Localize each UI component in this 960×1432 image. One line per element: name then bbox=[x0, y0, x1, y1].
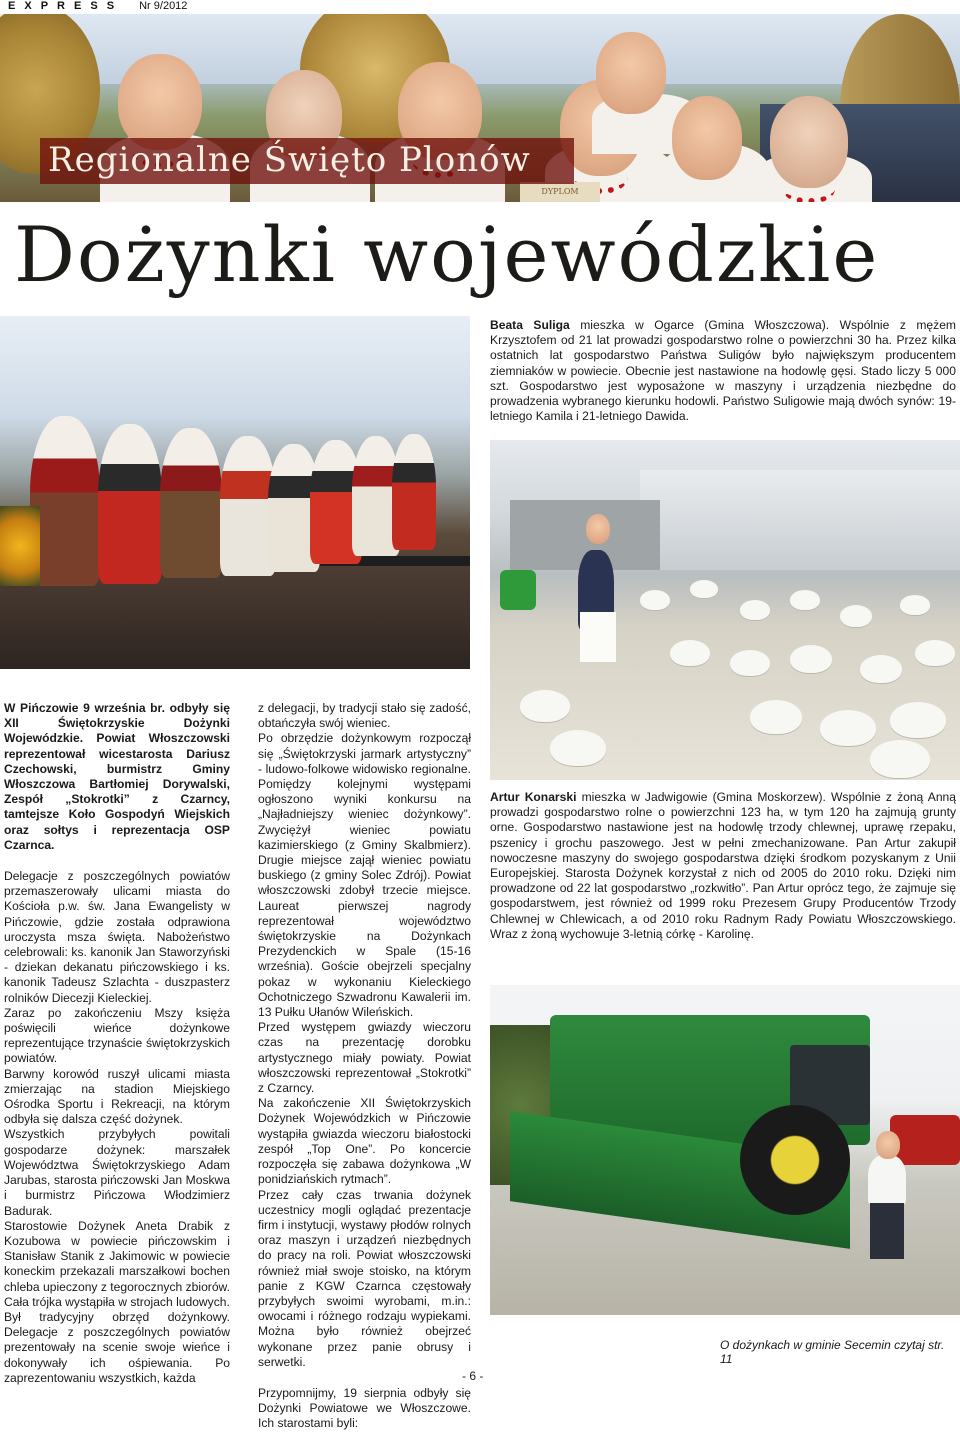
photo-combine-harvester bbox=[490, 985, 960, 1315]
photo-goose bbox=[870, 740, 930, 778]
photo-stage-dancers bbox=[0, 316, 470, 669]
article-paragraph: Był tradycyjny obrzęd dożynkowy. Delegacje z poszczególnych powiatów prezentowały na scenie swoje wieńce i dokonywały ich ośpiewania. Po zaprezentowaniu wszystkich, każda bbox=[4, 1309, 230, 1385]
photo-goose bbox=[790, 645, 832, 673]
article-paragraph: Przed występem gwiazdy wieczoru czas na prezentację dorobku artystycznego miały powiaty. Powiat włoszczowski reprezentował „Stokrotki” z Czarncy. bbox=[258, 1020, 471, 1096]
caption-text: mieszka w Ogarce (Gmina Włoszczowa). Wspólnie z mężem Krzysztofem od 21 lat prowadzi gospodarstwo rolne o powierzchni 30 ha. Przez kilka ostatnich lat gospodarstwo Państwa Suligów było największym producentem ziemniaków w powiecie. Obecnie jest nastawione na hodowlę gęsi. Stado liczy 5 000 szt. Gospodarstwo jest wyposażone w maszyny i urządzenia niezbędne do prowadzenia wybranego kierunku hodowli. Państwo Suligowie mają dwóch synów: 19-letniego Kamila i 21-letniego Dawida. bbox=[490, 318, 956, 424]
article-paragraph: Delegacje z poszczególnych powiatów przemaszerowały ulicami miasta do Kościoła p.w. św. Jana Ewangelisty w Pińczowie, gdzie została odprawiona uroczysta msza święta. Nabożeństwo celebrowali: ks. kanonik Jan Staworzyński - dziekan dekanatu pińczowskiego i ks. kanonik Tadeusz Szlachta - duszpasterz rolników Diecezji Kieleckiej. bbox=[4, 869, 230, 1005]
photo-face bbox=[876, 1131, 900, 1159]
article-column-1 bbox=[4, 701, 230, 1386]
article-paragraph: Zaraz po zakończeniu Mszy księża poświęcili wieńce dożynkowe reprezentujące trzynaście świętokrzyskich powiatów. bbox=[4, 1005, 230, 1066]
article-paragraph: Wszystkich przybyłych powitali gospodarze dożynek: marszałek Województwa Świętokrzyskiego Adam Jarubas, starosta pińczowski Jan Moskwa i burmistrz Pińczowa Włodzimierz Badurak. bbox=[4, 1127, 230, 1218]
article-column-2 bbox=[258, 701, 471, 1432]
article-paragraph: Na zakończenie XII Świętokrzyskich Dożynek Wojewódzkich w Pińczowie wystąpiła gwiazda wieczoru białostocki zespół „Top One”. Po koncercie rozpoczęła się zabawa dożynkowa „W ponidziańskich rytmach”. bbox=[258, 1096, 471, 1187]
photo-diploma: DYPLOM bbox=[520, 182, 600, 202]
page-number: - 6 - bbox=[462, 1369, 484, 1383]
article-paragraph: z delegacji, by tradycji stało się zadość, obtańczyła swój wieniec. bbox=[258, 701, 471, 731]
photo-man-trousers bbox=[870, 1203, 904, 1259]
caption-konarski bbox=[490, 790, 956, 942]
section-kicker: Regionalne Święto Plonów bbox=[48, 140, 531, 180]
photo-face bbox=[672, 96, 742, 180]
photo-dancer bbox=[160, 428, 222, 578]
photo-geese-farm bbox=[490, 440, 960, 780]
magazine-header bbox=[8, 0, 187, 14]
photo-goose bbox=[740, 600, 770, 620]
photo-goose bbox=[670, 640, 710, 666]
continuation-note: O dożynkach w gminie Secemin czytaj str. 11 bbox=[720, 1338, 945, 1366]
photo-goose bbox=[820, 710, 876, 746]
article-paragraph: Po obrzędzie dożynkowym rozpoczął się „Świętokrzyski jarmark artystyczny” - ludowo-folkowe widowisko regionalne. Pomiędzy kolejnymi występami ogłoszono wyniki konkursu na „Najładniejszy wieniec dożynkowy”. Zwyciężył wieniec powiatu kazimierskiego (z Gminy Skalbmierz). Drugie miejsce zajął wieniec powiatu buskiego (z gminy Solec Zdrój). Powiat włoszczowski zdobył trzecie miejsce. Laureat pierwszej nagrody reprezentował województwo świętokrzyskie na Dożynkach Prezydenckich w Spale (15-16 września). Goście obejrzeli specjalny pokaz w wykonaniu Kieleckiego Ochotniczego Szwadronu Kawalerii im. 13 Pułku Ułanów Wileńskich. bbox=[258, 731, 471, 1020]
caption-name: Beata Suliga bbox=[490, 318, 570, 332]
photo-goose bbox=[640, 590, 670, 610]
article-paragraph: Przez cały czas trwania dożynek uczestnicy mogli oglądać prezentacje firm i instytucji, wystawy płodów rolnych oraz maszyn i urządzeń niezbędnych do pracy na roli. Powiat włoszczowski również miał swoje stoisko, na którym panie z KGW Czarnca częstowały przybyłych swoimi wyrobami, m.in.: owocami i różnego rodzaju wypiekami. Można było również obejrzeć wykonane przez panie obrusy i serwetki. bbox=[258, 1187, 471, 1369]
photo-combine-wheel bbox=[740, 1105, 850, 1215]
photo-man-shirt bbox=[868, 1155, 906, 1205]
photo-goose bbox=[790, 590, 820, 610]
caption-text: mieszka w Jadwigowie (Gmina Moskorzew). Wspólnie z żoną Anną prowadzi gospodarstwo rolne o powierzchni 123 ha, w tym 120 ha zajmują grunty orne. Gospodarstwo nastawione jest na hodowlę trzody chlewnej, uprawę rzepaku, pszenicy i grochu paszowego. Jest w pełni zmechanizowane. Pan Artur zakupił nowoczesne maszyny do swojego gospodarstwa dzięki środkom pozyskanym z Unii Europejskiej. Starosta Dożynek korzystał z nich od 2005 do 2010 roku. Dzięki nim prowadzone od 22 lat gospodarstwo „rozkwitło”. Pan Artur oprócz tego, że zajmuje się gospodarstwem, jest również od 1999 roku Prezesem Grupy Producentów Trzody Chlewnej w Chlewicach, a od 2010 roku Radnym Rady Powiatu Włoszczowskiego. Wraz z żoną wychowuje 3-letnią córkę - Karolinę. bbox=[490, 790, 956, 941]
photo-goose bbox=[520, 690, 570, 722]
photo-goose bbox=[840, 605, 872, 627]
photo-goose bbox=[690, 580, 718, 598]
photo-dancer bbox=[392, 434, 436, 550]
article-lead: W Pińczowie 9 września br. odbyły się XII Świętokrzyskie Dożynki Wojewódzkie. Powiat Włoszczowski reprezentował wicestarosta Dariusz Czechowski, burmistrz Gminy Włoszczowa Bartłomiej Dorywalski, Zespół „Stokrotki” z Czarncy, tamtejsze Koło Gospodyń Wiejskich oraz sołtys i reprezentacja OSP Czarnca. bbox=[4, 701, 230, 852]
photo-goose bbox=[900, 595, 930, 615]
photo-goose bbox=[750, 700, 802, 734]
photo-goose bbox=[550, 730, 606, 766]
photo-goose bbox=[915, 640, 955, 666]
photo-goose bbox=[890, 702, 946, 738]
photo-dancer bbox=[98, 424, 162, 584]
photo-sunflowers bbox=[0, 506, 40, 586]
photo-goose bbox=[860, 655, 902, 683]
photo-necklace bbox=[783, 174, 835, 202]
photo-barn bbox=[640, 470, 960, 570]
photo-dancer bbox=[30, 416, 100, 586]
article-paragraph: Starostowie Dożynek Aneta Drabik z Kozubowa w powiecie pińczowskim i Stanisław Stanik z Jakimowic w powiecie koneckim przekazali marszałkowi bochen chleba upieczony z tegorocznych zbiorów. Cała trójka wystąpiła w strojach ludowych. bbox=[4, 1218, 230, 1309]
photo-red-tractor bbox=[890, 1115, 960, 1165]
article-ending: Przypomnijmy, 19 sierpnia odbyły się Dożynki Powiatowe we Włoszczowe. Ich starostami byli: bbox=[258, 1385, 471, 1431]
photo-water-tank bbox=[500, 570, 536, 610]
caption-suliga bbox=[490, 318, 956, 424]
caption-name: Artur Konarski bbox=[490, 790, 577, 804]
page-title: Dożynki wojewódzkie bbox=[14, 210, 880, 299]
photo-face bbox=[586, 514, 610, 544]
photo-face bbox=[596, 32, 666, 114]
magazine-name: E X P R E S S bbox=[8, 0, 118, 12]
photo-woman-skirt bbox=[580, 612, 616, 662]
photo-goose bbox=[730, 650, 770, 676]
article-paragraph: Barwny korowód ruszył ulicami miasta zmierzając na stadion Miejskiego Ośrodka Sportu i Rekreacji, na którym odbyła się dalsza część dożynek. bbox=[4, 1066, 230, 1127]
issue-number: Nr 9/2012 bbox=[139, 0, 188, 12]
